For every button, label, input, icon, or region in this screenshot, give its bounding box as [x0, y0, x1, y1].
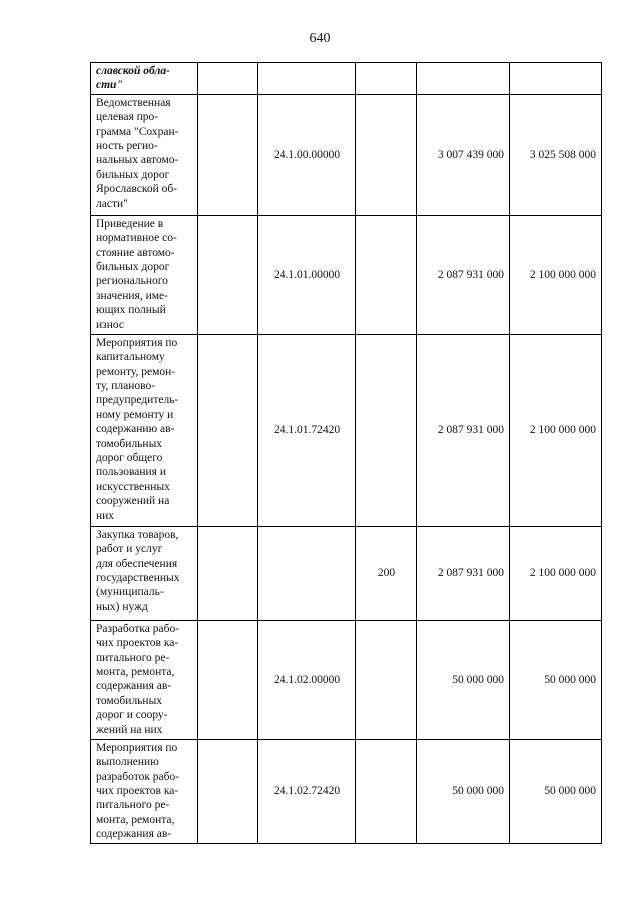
row-name-line: питального ре-: [96, 651, 170, 664]
row-name-line: томобильных: [96, 437, 163, 450]
row-name-cell: [91, 215, 198, 334]
row-code-cell: 24.1.02.00000: [258, 620, 356, 739]
row-code-cell: [258, 63, 356, 95]
row-code-cell: 24.1.01.00000: [258, 215, 356, 334]
empty-cell: [198, 739, 258, 843]
table-row: [91, 63, 602, 95]
row-code-cell: 24.1.00.00000: [258, 94, 356, 215]
row-name-line: питального ре-: [96, 799, 170, 812]
row-amount-1-cell: 50 000 000: [417, 739, 510, 843]
empty-cell: [198, 334, 258, 526]
row-name-cell: [91, 334, 198, 526]
row-name-line: искусственных: [96, 480, 170, 493]
row-name-line: томобильных: [96, 694, 163, 707]
page-number: 640: [309, 31, 331, 46]
row-name-line: монта, ремонта,: [96, 666, 175, 679]
row-name-line: ющих полный: [96, 304, 166, 317]
row-name-line: грамма "Сохран-: [96, 125, 179, 138]
row-amount-2-cell: [510, 63, 602, 95]
row-type-cell: [356, 215, 417, 334]
row-name-line: чих проектов ка-: [96, 637, 179, 650]
row-name-cell: [91, 526, 198, 620]
row-name-cell: [91, 63, 198, 95]
row-amount-2-cell: 2 100 000 000: [510, 215, 602, 334]
row-name-line: пользования и: [96, 466, 166, 479]
row-name-line: государственных: [96, 572, 180, 585]
row-type-cell: 200: [356, 526, 417, 620]
row-amount-1-cell: 50 000 000: [417, 620, 510, 739]
row-name-line: ласти": [96, 197, 128, 210]
table-row: [91, 334, 602, 526]
row-name-line: ность регио-: [96, 140, 158, 153]
row-name-line: них: [96, 509, 115, 522]
row-name-cell: [91, 739, 198, 843]
row-name-line: разработок рабо-: [96, 770, 180, 783]
row-name-line: капитальному: [96, 351, 165, 364]
row-type-cell: [356, 620, 417, 739]
row-name-line: регионального: [96, 275, 168, 288]
row-type-cell: [356, 739, 417, 843]
row-name-line: для обеспечения: [96, 557, 178, 570]
row-name-line: содержанию ав-: [96, 423, 175, 436]
row-name-line: выполнению: [96, 756, 159, 769]
row-name-line: сти": [96, 79, 123, 92]
budget-table: [90, 62, 602, 844]
row-name-line: дорог общего: [96, 452, 163, 465]
row-name-line: бильных дорог: [96, 261, 170, 274]
row-type-cell: [356, 63, 417, 95]
row-name-line: Мероприятия по: [96, 336, 178, 349]
row-amount-1-cell: 3 007 439 000: [417, 94, 510, 215]
row-type-cell: [356, 334, 417, 526]
row-amount-2-cell: 2 100 000 000: [510, 334, 602, 526]
row-name-cell: [91, 94, 198, 215]
row-name-line: Мероприятия по: [96, 741, 178, 754]
row-name-line: жений на них: [96, 723, 163, 736]
row-name-line: нальных автомо-: [96, 154, 179, 167]
row-code-cell: 24.1.01.72420: [258, 334, 356, 526]
row-amount-1-cell: [417, 63, 510, 95]
table-row: [91, 526, 602, 620]
row-name-line: стояние автомо-: [96, 246, 175, 259]
row-code-cell: [258, 526, 356, 620]
table-row: [91, 620, 602, 739]
row-amount-1-cell: 2 087 931 000: [417, 334, 510, 526]
table-row: [91, 739, 602, 843]
row-name-line: ремонту, ремон-: [96, 365, 176, 378]
row-name-line: предупредитель-: [96, 394, 179, 407]
row-name-line: содержания ав-: [96, 680, 172, 693]
row-name-line: значения, име-: [96, 289, 168, 302]
row-name-line: сооружений на: [96, 495, 170, 508]
budget-table-body: [91, 63, 602, 844]
row-name-cell: [91, 620, 198, 739]
row-name-line: целевая про-: [96, 111, 159, 124]
empty-cell: [198, 526, 258, 620]
row-name-line: дорог и соору-: [96, 709, 168, 722]
row-name-line: ному ремонту и: [96, 408, 174, 421]
row-name-line: содержания ав-: [96, 828, 172, 841]
table-row: [91, 94, 602, 215]
row-name-line: Ярославской об-: [96, 183, 178, 196]
row-name-line: ных) нужд: [96, 600, 148, 613]
row-name-line: (муниципаль-: [96, 586, 164, 599]
row-amount-2-cell: 50 000 000: [510, 739, 602, 843]
row-name-line: Разработка рабо-: [96, 622, 180, 635]
empty-cell: [198, 215, 258, 334]
row-code-cell: 24.1.02.72420: [258, 739, 356, 843]
row-name-line: нормативное со-: [96, 232, 177, 245]
row-name-line: монта, ремонта,: [96, 813, 175, 826]
row-amount-2-cell: 50 000 000: [510, 620, 602, 739]
row-type-cell: [356, 94, 417, 215]
row-name-line: Закупка товаров,: [96, 528, 179, 541]
row-name-line: славской обла-: [96, 65, 170, 77]
row-amount-2-cell: 3 025 508 000: [510, 94, 602, 215]
row-name-line: ту, планово-: [96, 380, 156, 393]
row-amount-2-cell: 2 100 000 000: [510, 526, 602, 620]
row-name-line: Ведомственная: [96, 96, 171, 109]
empty-cell: [198, 94, 258, 215]
row-name-line: работ и услуг: [96, 543, 163, 556]
table-row: [91, 215, 602, 334]
row-name-line: бильных дорог: [96, 168, 170, 181]
empty-cell: [198, 63, 258, 95]
row-name-line: чих проектов ка-: [96, 785, 179, 798]
row-amount-1-cell: 2 087 931 000: [417, 526, 510, 620]
row-name-line: износ: [96, 318, 124, 331]
empty-cell: [198, 620, 258, 739]
row-name-line: Приведение в: [96, 217, 164, 230]
row-amount-1-cell: 2 087 931 000: [417, 215, 510, 334]
